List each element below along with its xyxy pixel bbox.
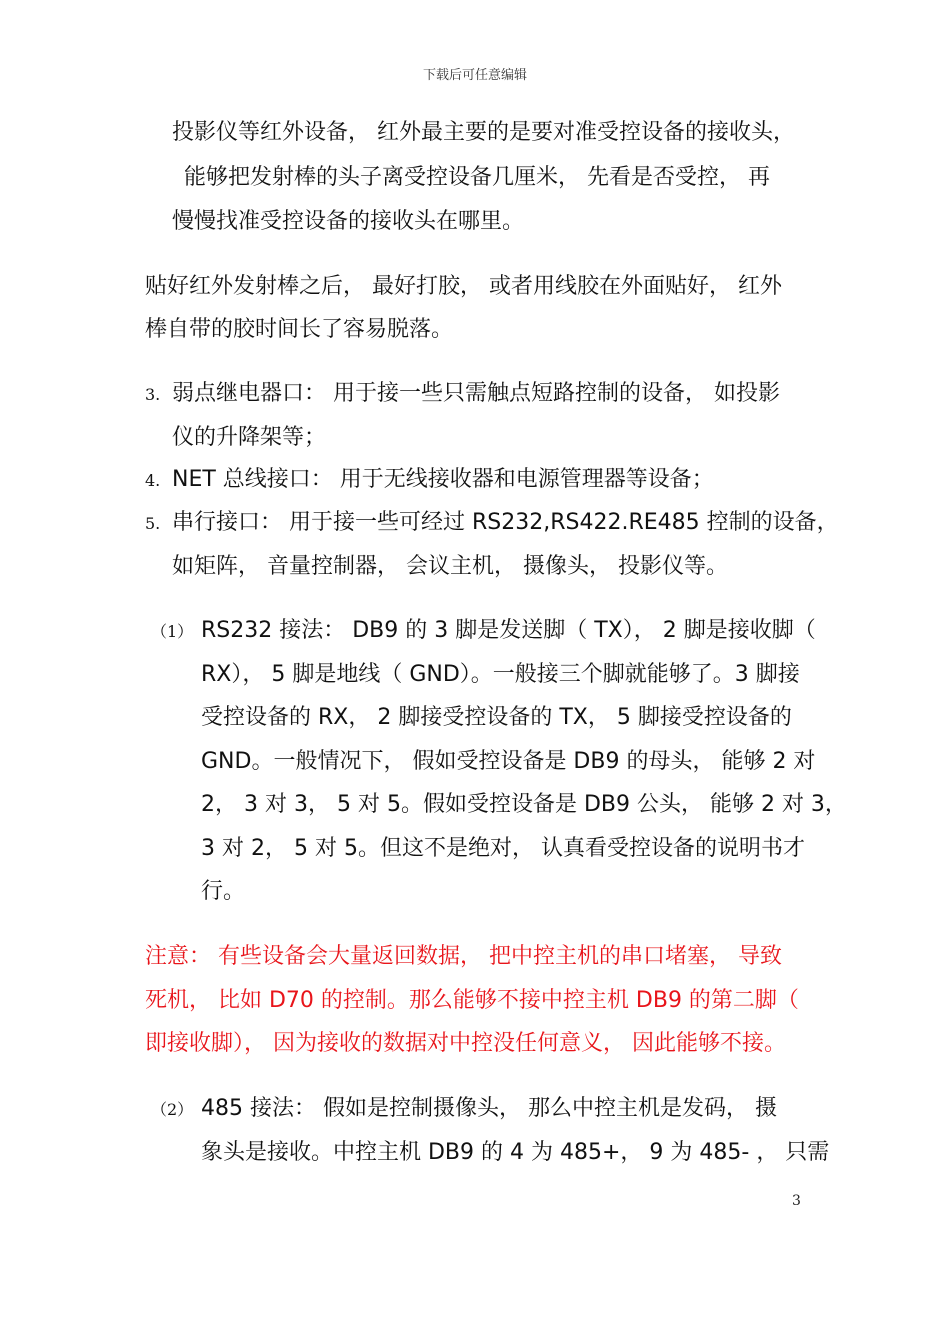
sub-item-number: （2） <box>151 1100 194 1119</box>
sub-item-line: 2， 3 对 3， 5 对 5。假如受控设备是 DB9 公头， 能够 2 对 3， <box>201 792 847 817</box>
warning-note-line: 即接收脚）， 因为接收的数据对中控没任何意义， 因此能够不接。 <box>145 1031 786 1056</box>
paragraph-line: 贴好红外发射棒之后， 最好打胶， 或者用线胶在外面贴好， 红外 <box>145 274 782 299</box>
list-item-line: 如矩阵， 音量控制器， 会议主机， 摄像头， 投影仪等。 <box>172 554 728 579</box>
sub-item-line: RX）， 5 脚是地线（ GND）。一般接三个脚就能够了。3 脚接 <box>201 662 800 687</box>
sub-item-line: 受控设备的 RX， 2 脚接受控设备的 TX， 5 脚接受控设备的 <box>201 705 792 730</box>
sub-item-line: 象头是接收。中控主机 DB9 的 4 为 485+， 9 为 485- ， 只需 <box>201 1140 830 1165</box>
sub-item-line: 485 接法： 假如是控制摄像头， 那么中控主机是发码， 摄 <box>201 1096 777 1121</box>
list-number: 4. <box>145 471 161 490</box>
sub-item-line: GND。一般情况下， 假如受控设备是 DB9 的母头， 能够 2 对 <box>201 749 816 774</box>
list-item-line: NET 总线接口： 用于无线接收器和电源管理器等设备； <box>172 467 714 492</box>
sub-item-line: 行。 <box>201 879 246 904</box>
paragraph-line: 能够把发射棒的头子离受控设备几厘米， 先看是否受控， 再 <box>184 165 770 190</box>
page-header: 下载后可任意编辑 <box>422 68 527 83</box>
sub-item-line: 3 对 2， 5 对 5。但这不是绝对， 认真看受控设备的说明书才 <box>201 836 805 861</box>
paragraph-line: 棒自带的胶时间长了容易脱落。 <box>145 317 454 342</box>
list-item-line: 串行接口： 用于接一些可经过 RS232,RS422.RE485 控制的设备， <box>172 510 839 535</box>
list-item-line: 仪的升降架等； <box>172 425 327 450</box>
sub-item-number: （1） <box>151 622 194 641</box>
warning-note-line: 注意： 有些设备会大量返回数据， 把中控主机的串口堵塞， 导致 <box>145 944 782 969</box>
warning-note-line: 死机， 比如 D70 的控制。那么能够不接中控主机 DB9 的第二脚（ <box>145 988 799 1013</box>
paragraph-line: 慢慢找准受控设备的接收头在哪里。 <box>172 209 525 234</box>
list-number: 5. <box>145 514 161 533</box>
page-number: 3 <box>792 1193 801 1209</box>
sub-item-line: RS232 接法： DB9 的 3 脚是发送脚（ TX）， 2 脚是接收脚（ <box>201 618 816 643</box>
list-item-line: 弱点继电器口： 用于接一些只需触点短路控制的设备， 如投影 <box>172 381 780 406</box>
paragraph-line: 投影仪等红外设备， 红外最主要的是要对准受控设备的接收头， <box>172 120 795 145</box>
list-number: 3. <box>145 385 161 404</box>
